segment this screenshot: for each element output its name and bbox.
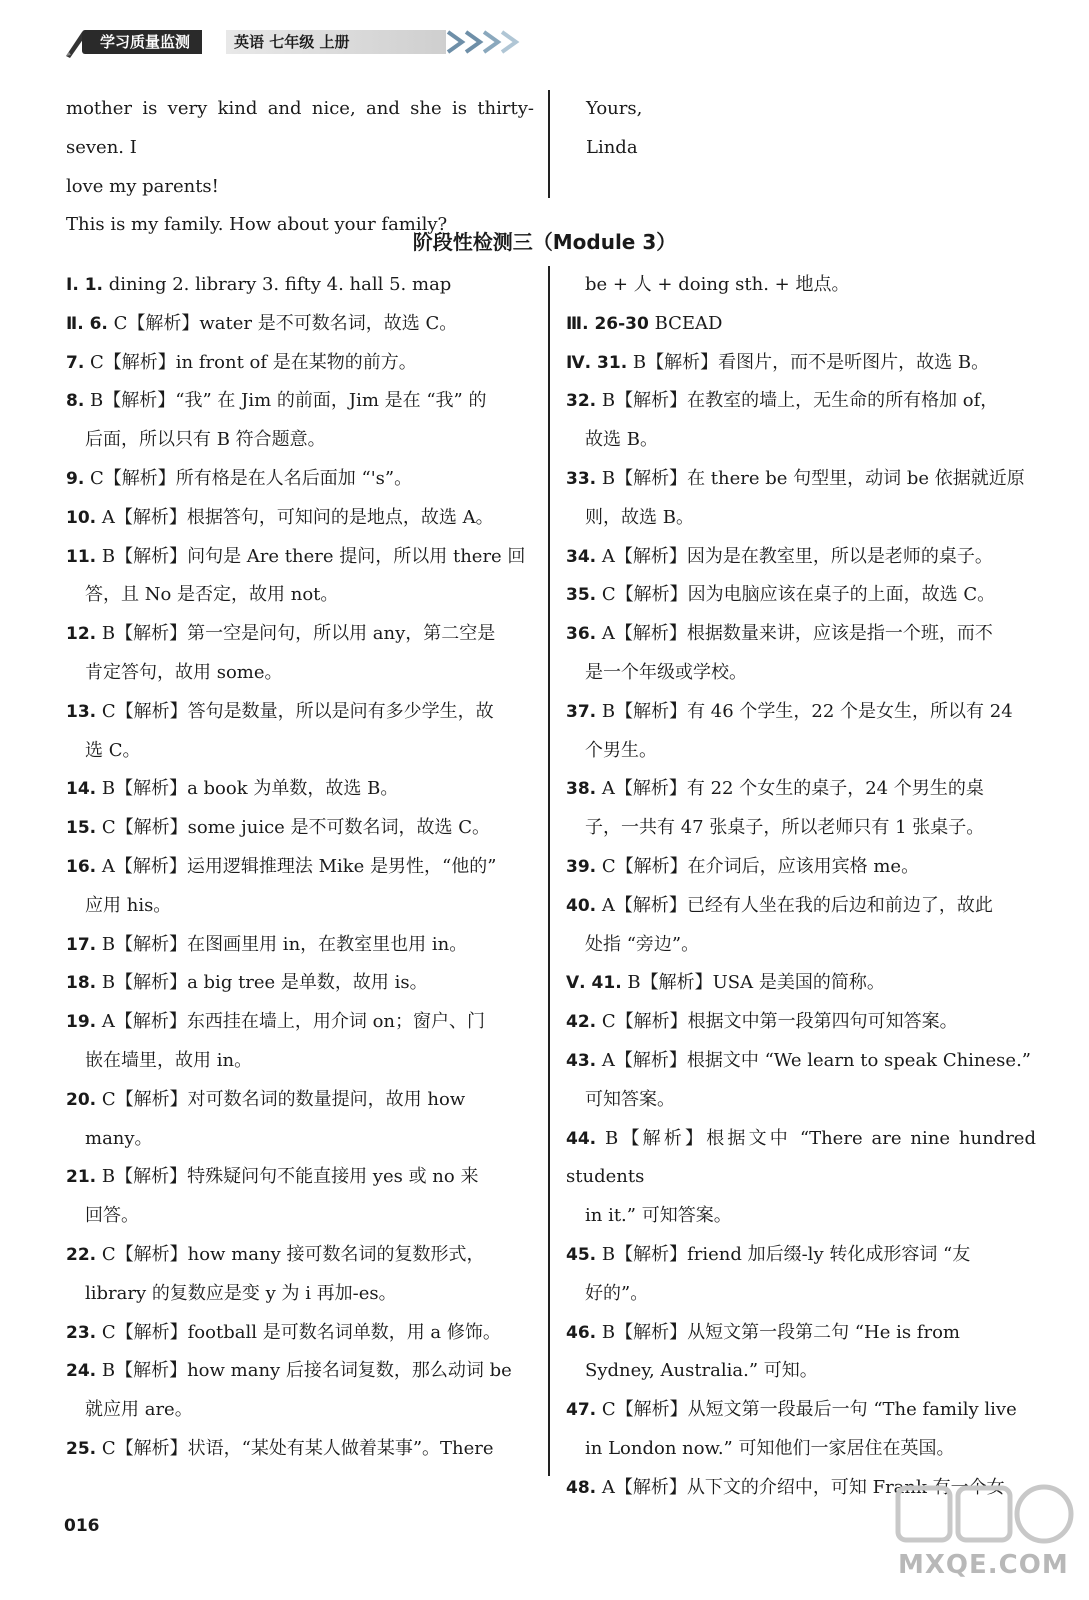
letter-continuation bbox=[66, 90, 534, 245]
answer-number: 11. bbox=[66, 546, 97, 567]
column-divider bbox=[548, 90, 550, 198]
answer-item bbox=[566, 1236, 1036, 1314]
answer-item bbox=[566, 1314, 1036, 1392]
answer-item bbox=[566, 693, 1036, 771]
answer-text: A【解析】从下文的介绍中，可知 Frank 有一个女 bbox=[601, 1476, 1005, 1498]
answer-number: 37. bbox=[566, 701, 597, 722]
answer-text: B【解析】看图片，而不是听图片，故选 B。 bbox=[632, 351, 990, 373]
answer-text: C【解析】因为电脑应该在桌子的上面，故选 C。 bbox=[601, 584, 996, 606]
answer-text: B【解析】特殊疑问句不能直接用 yes 或 no 来 bbox=[101, 1166, 479, 1188]
answer-number: 18. bbox=[66, 973, 97, 994]
answer-text: C【解析】答句是数量，所以是问有多少学生，故 bbox=[101, 700, 494, 722]
answer-number: 36. bbox=[566, 624, 597, 645]
answer-number: 25. bbox=[66, 1438, 97, 1459]
answer-item bbox=[566, 382, 1036, 460]
answer-number: 46. bbox=[566, 1322, 597, 1343]
answer-text-continued: 处指 “旁边”。 bbox=[585, 933, 700, 955]
watermark-text: MXQE.COM bbox=[898, 1550, 1069, 1580]
answer-text: A【解析】根据文中 “We learn to speak Chinese.” bbox=[601, 1049, 1031, 1071]
answer-item bbox=[66, 344, 534, 383]
column-divider bbox=[548, 266, 550, 1476]
answer-text: B【解析】USA 是美国的简称。 bbox=[627, 972, 885, 994]
answer-number: Ⅰ. 1. bbox=[66, 275, 103, 295]
answer-item bbox=[566, 1042, 1036, 1120]
text-line: mother is very kind and nice, and she is thirty-seven. I bbox=[66, 98, 534, 158]
answer-text-continued: 好的”。 bbox=[585, 1282, 649, 1304]
answer-text-continued: 故选 B。 bbox=[585, 429, 658, 451]
section-title: 阶段性检测三（Module 3） bbox=[412, 230, 677, 254]
answer-text: C【解析】从短文第一段最后一句 “The family live bbox=[601, 1399, 1017, 1421]
answer-number: 48. bbox=[566, 1477, 597, 1498]
answer-number: 21. bbox=[66, 1167, 97, 1188]
answer-number: Ⅱ. 6. bbox=[66, 313, 108, 334]
answer-item bbox=[566, 538, 1036, 577]
answer-item bbox=[66, 1430, 534, 1469]
answer-item bbox=[66, 460, 534, 499]
answer-item bbox=[566, 964, 1036, 1003]
watermark-icon bbox=[890, 1478, 1080, 1558]
answer-text: A【解析】因为是在教室里，所以是老师的桌子。 bbox=[601, 545, 993, 567]
text-line: love my parents! bbox=[66, 175, 219, 197]
series-tag: 学习质量监测 bbox=[82, 30, 202, 54]
answer-text-continued: 肯定答句，故用 some。 bbox=[85, 661, 283, 683]
answer-text-continued: in it.” 可知答案。 bbox=[585, 1205, 732, 1227]
answer-item bbox=[66, 266, 534, 305]
answer-number: Ⅴ. 41. bbox=[566, 973, 622, 994]
answer-item bbox=[66, 615, 534, 693]
answer-item bbox=[66, 848, 534, 926]
answer-text: B【解析】从短文第一段第二句 “He is from bbox=[601, 1321, 960, 1343]
answer-text: B【解析】在 there be 句型里，动词 be 依据就近原 bbox=[601, 467, 1025, 489]
answer-item bbox=[66, 770, 534, 809]
answer-number: 38. bbox=[566, 779, 597, 800]
answer-item bbox=[566, 344, 1036, 383]
answer-item bbox=[66, 809, 534, 848]
answer-text-continued: Sydney, Australia.” 可知。 bbox=[585, 1360, 818, 1382]
answer-number: 24. bbox=[66, 1361, 97, 1382]
answer-text: A【解析】根据答句，可知问的是地点，故选 A。 bbox=[101, 506, 494, 528]
answer-text: B【解析】“我” 在 Jim 的前面，Jim 是在 “我” 的 bbox=[90, 390, 487, 412]
answer-text: B【解析】friend 加后缀-ly 转化成形容词 “友 bbox=[601, 1243, 971, 1265]
answer-text: B【解析】有 46 个学生，22 个是女生，所以有 24 bbox=[601, 700, 1013, 722]
answer-item bbox=[66, 964, 534, 1003]
answer-number: 39. bbox=[566, 856, 597, 877]
answer-number: 13. bbox=[66, 701, 97, 722]
answer-number: 22. bbox=[66, 1244, 97, 1265]
answer-item bbox=[566, 887, 1036, 965]
answer-item bbox=[66, 926, 534, 965]
answers-right-column bbox=[566, 266, 1036, 1508]
answers-left-column bbox=[66, 266, 534, 1469]
answer-number: 9. bbox=[66, 468, 85, 489]
answer-text: dining 2. library 3. fifty 4. hall 5. map bbox=[108, 274, 452, 295]
answer-number: 8. bbox=[66, 391, 85, 412]
answer-text: C【解析】对可数名词的数量提问，故用 how bbox=[101, 1088, 466, 1110]
answer-text-continued: library 的复数应是变 y 为 i 再加-es。 bbox=[85, 1282, 397, 1304]
answer-number: 47. bbox=[566, 1400, 597, 1421]
watermark-logo bbox=[890, 1478, 1080, 1590]
answer-number: 45. bbox=[566, 1244, 597, 1265]
page-header bbox=[64, 22, 464, 58]
answer-text: B【解析】在图画里用 in，在教室里也用 in。 bbox=[101, 933, 468, 955]
answer-number: 44. bbox=[566, 1128, 597, 1149]
answer-text: A【解析】有 22 个女生的桌子，24 个男生的桌 bbox=[601, 778, 984, 800]
answer-text: BCEAD bbox=[654, 312, 723, 334]
answer-text-continued: 是一个年级或学校。 bbox=[585, 661, 747, 683]
answer-text: B【解析】a book 为单数，故选 B。 bbox=[101, 778, 399, 800]
answer-item bbox=[66, 1003, 534, 1081]
answer-text: C【解析】状语，“某处有某人做着某事”。There bbox=[101, 1437, 494, 1459]
letter-signature bbox=[586, 90, 1056, 168]
answer-item bbox=[566, 770, 1036, 848]
answer-item bbox=[566, 1120, 1036, 1236]
answer-item bbox=[66, 693, 534, 771]
answer-number: Ⅲ. 26-30 bbox=[566, 313, 649, 334]
answer-number: 10. bbox=[66, 507, 97, 528]
answer-item bbox=[66, 382, 534, 460]
text-line: Linda bbox=[586, 136, 638, 158]
answer-text: B【解析】根据文中 “There are nine hundred students bbox=[566, 1127, 1036, 1188]
answer-number: 16. bbox=[66, 856, 97, 877]
answer-text-continued: 回答。 bbox=[85, 1205, 139, 1227]
answer-text-continued: in London now.” 可知他们一家居住在英国。 bbox=[585, 1437, 955, 1459]
answer-text-continued: many。 bbox=[85, 1127, 153, 1149]
answer-text: C【解析】所有格是在人名后面加 “'s”。 bbox=[90, 467, 413, 489]
answer-number: 35. bbox=[566, 585, 597, 606]
answer-text-continued: 子，一共有 47 张桌子，所以老师只有 1 张桌子。 bbox=[585, 817, 985, 839]
answer-text-continued: 后面，所以只有 B 符合题意。 bbox=[85, 429, 326, 451]
answer-text: C【解析】in front of 是在某物的前方。 bbox=[90, 351, 417, 373]
answer-text: B【解析】问句是 Are there 提问，所以用 there 回 bbox=[101, 545, 526, 567]
answer-text: C【解析】football 是可数名词单数，用 a 修饰。 bbox=[101, 1321, 501, 1343]
answer-number: 23. bbox=[66, 1322, 97, 1343]
answer-text: A【解析】根据数量来讲，应该是指一个班，而不 bbox=[601, 623, 993, 645]
answer-item bbox=[66, 1352, 534, 1430]
answer-item bbox=[566, 848, 1036, 887]
answer-item bbox=[66, 538, 534, 616]
subject-label: 英语 七年级 上册 bbox=[226, 30, 446, 54]
answer-text: C【解析】some juice 是不可数名词，故选 C。 bbox=[101, 817, 491, 839]
text-line: This is my family. How about your family? bbox=[66, 214, 448, 236]
answer-number: 14. bbox=[66, 779, 97, 800]
answer-text: B【解析】在教室的墙上，无生命的所有格加 of， bbox=[601, 390, 999, 412]
answer-text: A【解析】东西挂在墙上，用介词 on；窗户、门 bbox=[101, 1011, 486, 1033]
answer-text: be + 人 + doing sth. + 地点。 bbox=[585, 274, 850, 295]
answer-number: 12. bbox=[66, 624, 97, 645]
page-number: 016 bbox=[64, 1516, 100, 1536]
answer-text: C【解析】how many 接可数名词的复数形式， bbox=[101, 1243, 485, 1265]
answer-text-continued: 选 C。 bbox=[85, 739, 141, 761]
answer-item bbox=[66, 1081, 534, 1159]
answer-text: B【解析】第一空是问句，所以用 any，第二空是 bbox=[101, 623, 496, 645]
answer-text-continued: 可知答案。 bbox=[585, 1088, 675, 1110]
answer-number: Ⅳ. 31. bbox=[566, 352, 628, 373]
answer-number: 19. bbox=[66, 1012, 97, 1033]
answer-item bbox=[566, 305, 1036, 344]
answer-number: 20. bbox=[66, 1089, 97, 1110]
answer-text-continued: 个男生。 bbox=[585, 739, 657, 761]
answer-item bbox=[566, 266, 1036, 305]
answer-text-continued: 嵌在墙里，故用 in。 bbox=[85, 1049, 253, 1071]
answer-item bbox=[66, 499, 534, 538]
answer-number: 17. bbox=[66, 934, 97, 955]
answer-text: B【解析】a big tree 是单数，故用 is。 bbox=[101, 972, 428, 994]
answer-item bbox=[66, 1158, 534, 1236]
answer-text-continued: 应用 his。 bbox=[85, 894, 172, 916]
answer-number: 43. bbox=[566, 1050, 597, 1071]
answer-number: 15. bbox=[66, 818, 97, 839]
answer-number: 40. bbox=[566, 895, 597, 916]
answer-number: 7. bbox=[66, 352, 85, 373]
answer-number: 32. bbox=[566, 391, 597, 412]
answer-item bbox=[66, 305, 534, 344]
answer-text: C【解析】根据文中第一段第四句可知答案。 bbox=[601, 1011, 958, 1033]
text-line: Yours, bbox=[586, 98, 643, 119]
answer-text: C【解析】在介词后，应该用宾格 me。 bbox=[601, 855, 920, 877]
chevron-right-icon bbox=[444, 26, 534, 58]
answer-text: C【解析】water 是不可数名词，故选 C。 bbox=[113, 312, 458, 334]
answer-text: B【解析】how many 后接名词复数，那么动词 be bbox=[101, 1360, 512, 1382]
answer-text-continued: 答，且 No 是否定，故用 not。 bbox=[85, 584, 339, 606]
answer-number: 33. bbox=[566, 468, 597, 489]
answer-item bbox=[566, 1003, 1036, 1042]
answer-text: A【解析】运用逻辑推理法 Mike 是男性，“他的” bbox=[101, 855, 497, 877]
answer-text: A【解析】已经有人坐在我的后边和前边了，故此 bbox=[601, 894, 993, 916]
answer-item bbox=[566, 576, 1036, 615]
answer-text-continued: 则，故选 B。 bbox=[585, 506, 694, 528]
answer-item bbox=[566, 1391, 1036, 1469]
answer-text-continued: 就应用 are。 bbox=[85, 1399, 193, 1421]
answer-item bbox=[566, 615, 1036, 693]
answer-item bbox=[66, 1314, 534, 1353]
answer-number: 42. bbox=[566, 1012, 597, 1033]
answer-item bbox=[566, 460, 1036, 538]
answer-item bbox=[66, 1236, 534, 1314]
answer-number: 34. bbox=[566, 546, 597, 567]
